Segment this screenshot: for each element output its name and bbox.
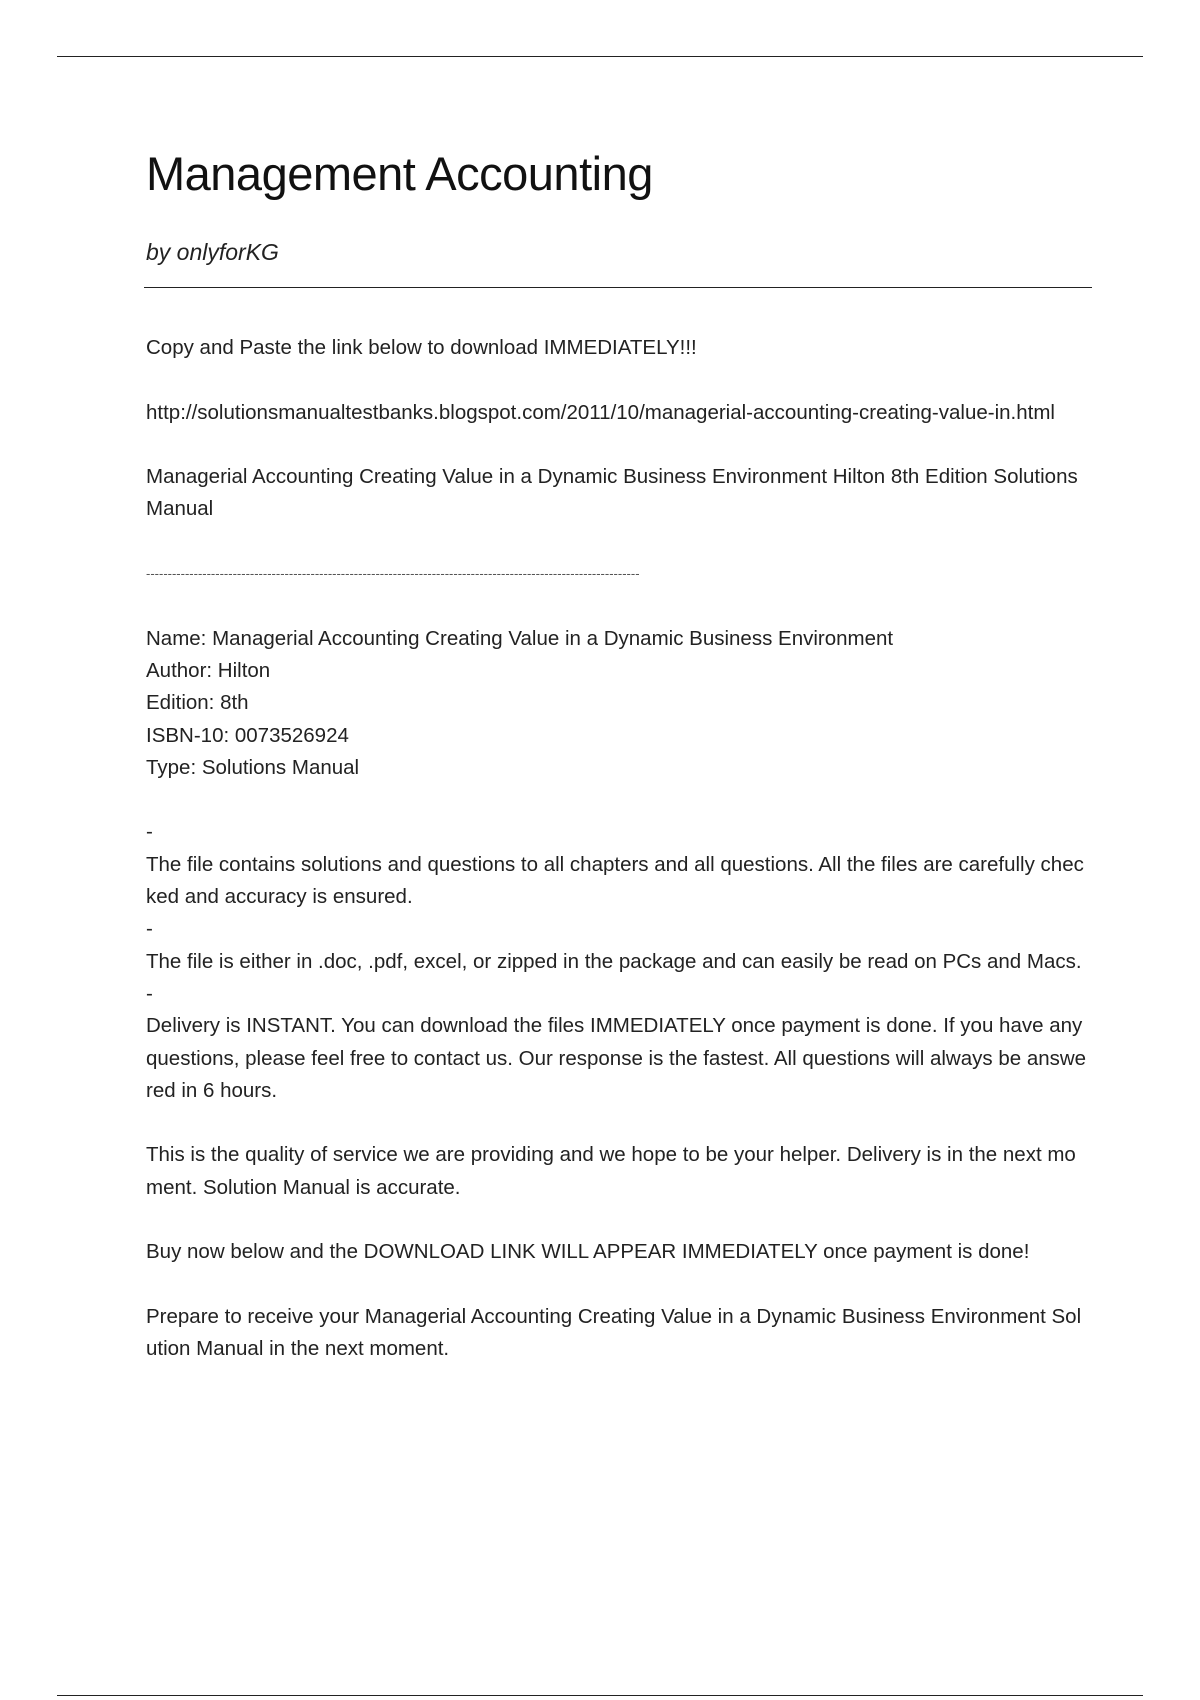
- bullet-dash-2: -: [146, 917, 153, 941]
- buy-now-paragraph: Buy now below and the DOWNLOAD LINK WILL APPEAR IMMEDIATELY once payment is done!: [146, 1240, 1030, 1264]
- detail-isbn: ISBN-10: 0073526924: [146, 723, 349, 747]
- intro-paragraph: Copy and Paste the link below to download IMMEDIATELY!!!: [146, 336, 697, 359]
- bullets-block: [146, 816, 1091, 1107]
- product-title-paragraph: Managerial Accounting Creating Value in a Dynamic Business Environment Hilton 8th Edition Solutions Manual: [146, 465, 1078, 521]
- quality-paragraph: This is the quality of service we are providing and we hope to be your helper. Delivery is in the next moment. Solution Manual is accurate.: [146, 1143, 1076, 1199]
- details-block: [146, 623, 1091, 784]
- download-link[interactable]: http://solutionsmanualtestbanks.blogspot.com/2011/10/managerial-accounting-creating-value-in.html: [146, 400, 1055, 424]
- top-rule: [57, 56, 1143, 57]
- bullet-item-1: The file contains solutions and questions to all chapters and all questions. All the files are carefully checked and accuracy is ensured.: [146, 852, 1084, 909]
- bottom-rule: [57, 1695, 1143, 1696]
- dashed-separator: ------------------------------------------------------------------------------------------------------------------: [146, 566, 640, 582]
- detail-edition: Edition: 8th: [146, 691, 249, 715]
- document-body: [146, 140, 1091, 1398]
- bullet-item-3: Delivery is INSTANT. You can download the files IMMEDIATELY once payment is done. If you have any questions, please feel free to contact us. Our response is the fastest. All questions will always be answered in 6 hours.: [146, 1014, 1087, 1102]
- detail-name: Name: Managerial Accounting Creating Value in a Dynamic Business Environment: [146, 626, 894, 650]
- prepare-paragraph: Prepare to receive your Managerial Accounting Creating Value in a Dynamic Business Environment Solution Manual in the next moment.: [146, 1304, 1082, 1361]
- title-divider: [144, 287, 1092, 288]
- detail-author: Author: Hilton: [146, 658, 271, 682]
- bullet-item-2: The file is either in .doc, .pdf, excel, or zipped in the package and can easily be read on PCs and Macs. -: [146, 949, 1082, 1005]
- bullet-dash-1: -: [146, 820, 153, 844]
- document-title: Management Accounting: [146, 147, 653, 200]
- detail-type: Type: Solutions Manual: [146, 755, 360, 779]
- body-text: [146, 332, 1091, 1366]
- author-byline: by onlyforKG: [146, 239, 279, 265]
